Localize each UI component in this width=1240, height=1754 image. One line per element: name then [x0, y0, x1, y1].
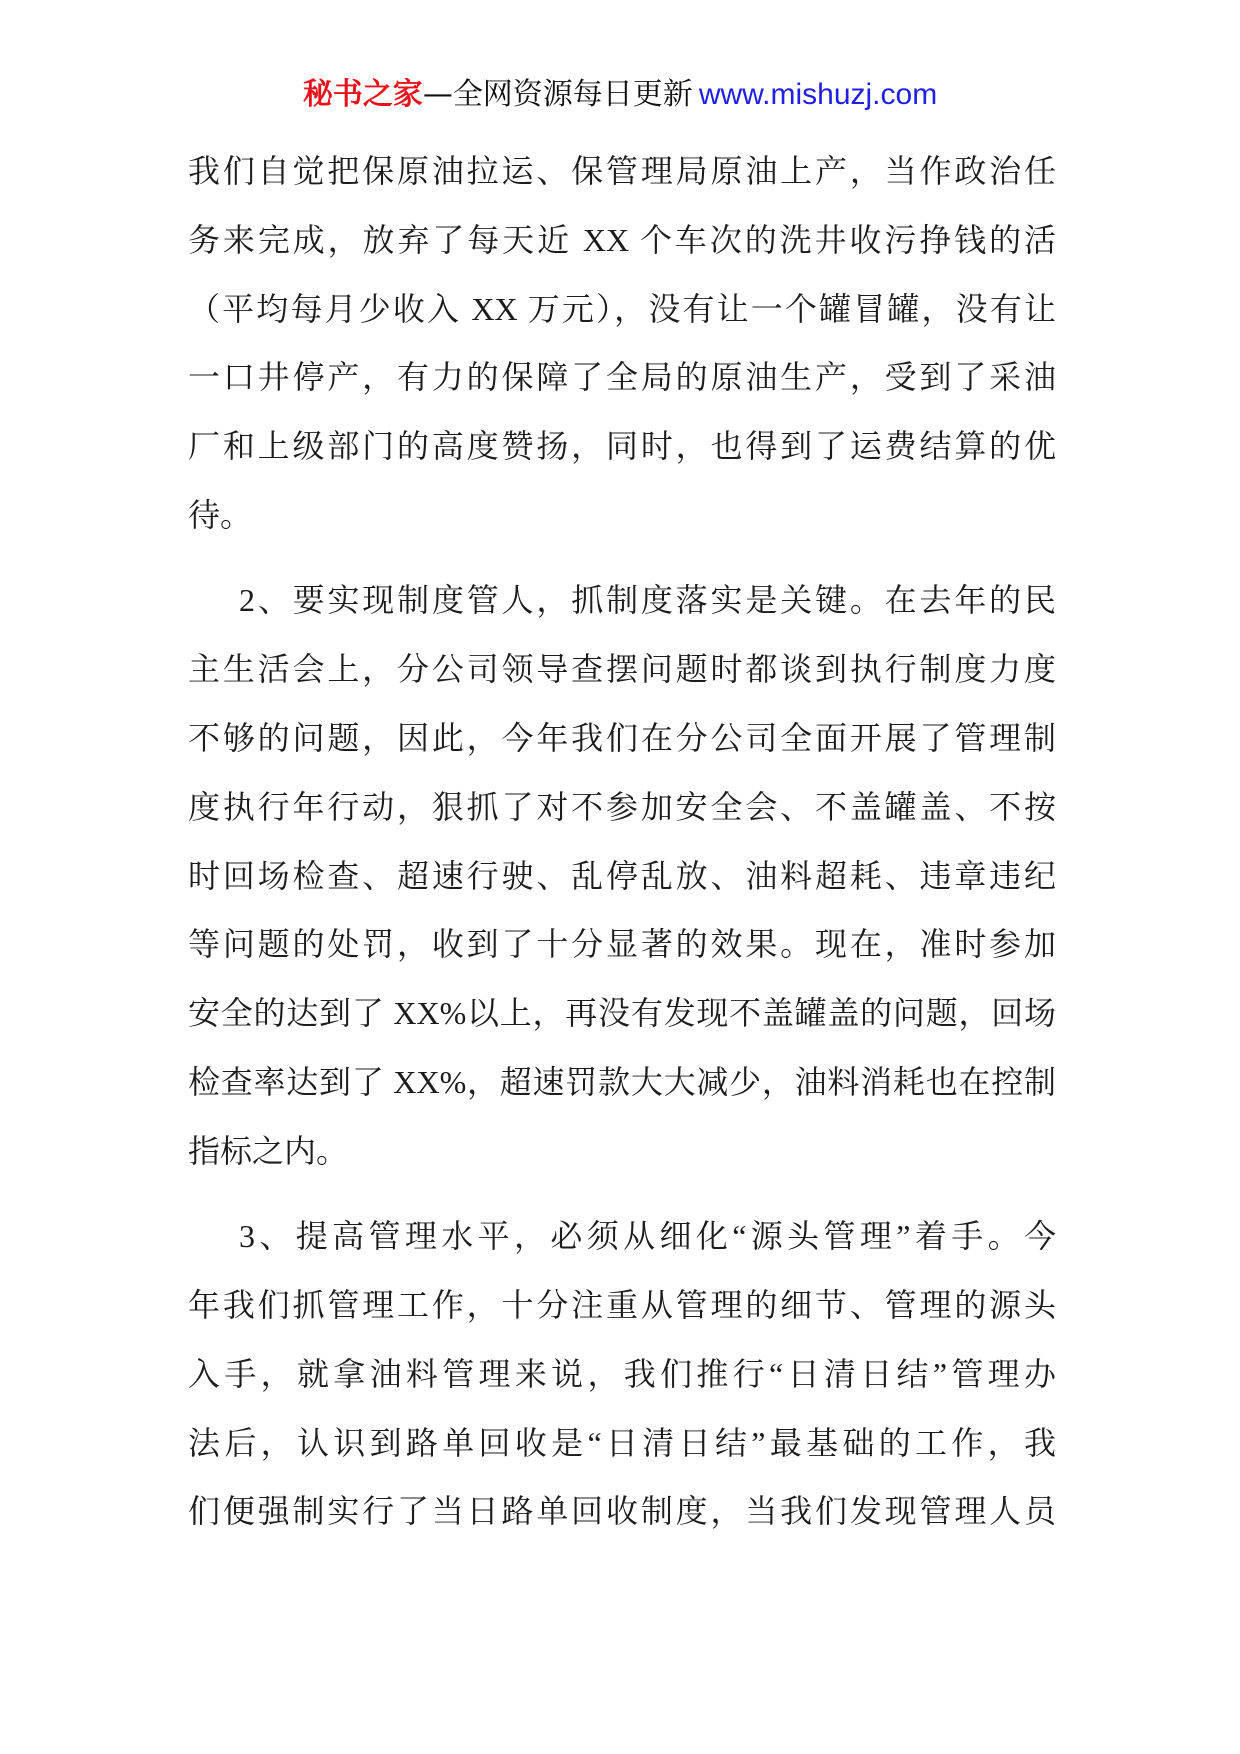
text-line: 2、要实现制度管人，抓制度落实是关键。在去年的民: [239, 582, 1056, 619]
document-body: [188, 137, 1056, 1546]
header-tagline: —全网资源每日更新: [422, 77, 693, 112]
text-line: 我们自觉把保原油拉运、保管理局原油上产，当作政治任: [188, 153, 1056, 189]
text-line: （平均每月少收入 XX 万元），没有让一个罐冒罐，没有让: [188, 290, 1056, 327]
site-url: www.mishuzj.com: [698, 78, 938, 111]
brand-name: 秘书之家: [302, 77, 423, 112]
page-header: [0, 75, 1240, 115]
text-line: 厂和上级部门的高度赞扬，同时，也得到了运费结算的优: [188, 428, 1056, 465]
text-line: 主生活会上，分公司领导查摆问题时都谈到执行制度力度: [188, 651, 1056, 688]
text-line: 务来完成，放弃了每天近 XX 个车次的洗井收污挣钱的活: [188, 221, 1056, 258]
text-line: 一口井停产，有力的保障了全局的原油生产，受到了采油: [188, 359, 1056, 396]
text-line: 度执行年行动，狠抓了对不参加安全会、不盖罐盖、不按: [188, 788, 1056, 825]
text-line: 待。: [188, 496, 253, 533]
text-line: 3、提高管理水平，必须从细化“源头管理”着手。今: [239, 1218, 1056, 1255]
text-line: 年我们抓管理工作，十分注重从管理的细节、管理的源头: [188, 1286, 1056, 1323]
paragraph-1: [188, 137, 1056, 550]
text-line: 们便强制实行了当日路单回收制度，当我们发现管理人员: [188, 1493, 1056, 1530]
text-line: 入手，就拿油料管理来说，我们推行“日清日结”管理办: [188, 1355, 1056, 1392]
text-line: 安全的达到了 XX%以上，再没有发现不盖罐盖的问题，回场: [188, 995, 1056, 1032]
text-line: 检查率达到了 XX%，超速罚款大大减少，油料消耗也在控制: [188, 1063, 1056, 1100]
text-line: 时回场检查、超速行驶、乱停乱放、油料超耗、违章违纪: [188, 857, 1056, 894]
text-line: 指标之内。: [188, 1132, 349, 1169]
paragraph-2: [188, 566, 1056, 1185]
text-line: 等问题的处罚，收到了十分显著的效果。现在，准时参加: [188, 926, 1056, 963]
text-line: 法后，认识到路单回收是“日清日结”最基础的工作，我: [188, 1424, 1056, 1461]
paragraph-3: [188, 1202, 1056, 1546]
text-line: 不够的问题，因此，今年我们在分公司全面开展了管理制: [188, 719, 1056, 756]
